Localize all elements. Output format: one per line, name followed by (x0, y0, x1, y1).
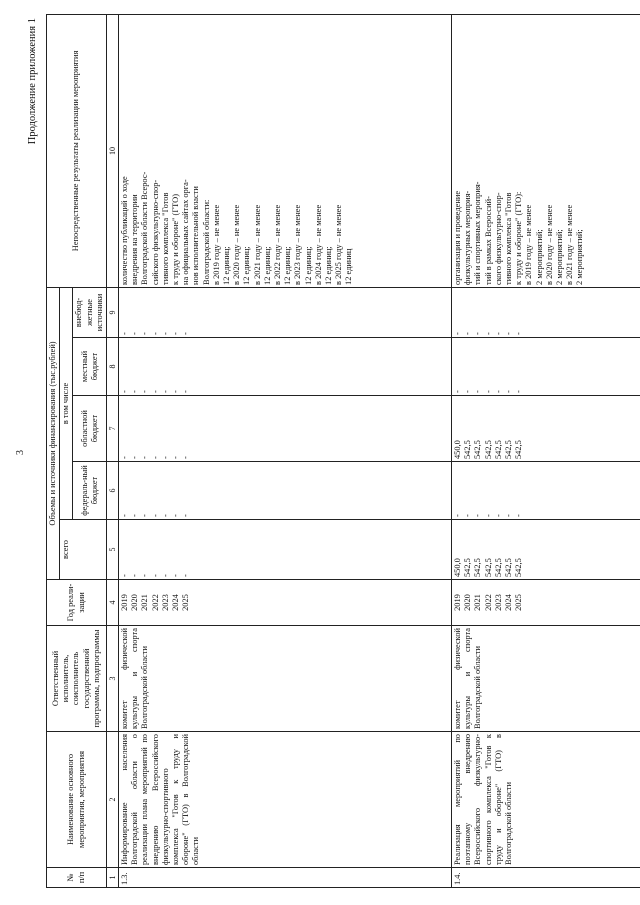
result-line: в 2023 году – не менее (293, 204, 303, 285)
year-value: 2019 (453, 594, 463, 611)
total-value: - (150, 574, 160, 577)
column-number: 7 (107, 396, 119, 462)
total-value: - (130, 574, 140, 577)
result-line: физкультурных мероприя- (463, 190, 473, 285)
result-line: в 2020 году – не менее (232, 204, 242, 285)
row-number: 1.4. (452, 868, 640, 888)
result-line: 2 мероприятий; (555, 229, 565, 285)
regional-value: - (130, 456, 140, 459)
local-value-cell (119, 338, 452, 396)
event-name: Информирование населения Волгоградской области о реализации плана мероприятий по внедрению Всероссийского физкультурно-спортивного комплекса "Готов к труду и обороне" (ГТО) в Волгоградской области (119, 732, 452, 868)
column-number: 1 (107, 868, 119, 888)
federal-value: - (171, 514, 181, 517)
federal-value-cell (119, 462, 452, 520)
header-responsible: Ответственный исполнитель, соисполнитель государственной программы, подпрограммы (47, 626, 107, 732)
responsible-executor: комитет физической культуры и спорта Волгоградской области (452, 626, 640, 732)
result-line: Волгоградской области: (201, 199, 211, 285)
result-line: 12 единиц; (242, 246, 252, 285)
extra-value-cell (452, 287, 640, 337)
total-value: 542,5 (514, 558, 524, 577)
program-table (46, 14, 640, 888)
header-local: местный бюджет (73, 338, 107, 396)
result-line: в 2025 году – не менее (334, 204, 344, 285)
header-total: всего (60, 520, 107, 580)
result-line: 12 единиц; (283, 246, 293, 285)
header-financing: Объемы и источники финансирования (тыс.рублей) (47, 287, 60, 579)
extra-value: - (493, 332, 503, 335)
federal-value-cell (452, 462, 640, 520)
total-value: 450,0 (453, 558, 463, 577)
result-line: к труду и обороне" (ГТО) (171, 193, 181, 285)
total-value: - (160, 574, 170, 577)
local-value: - (171, 390, 181, 393)
local-value: - (150, 390, 160, 393)
federal-value: - (463, 514, 473, 517)
result-line: в 2024 году – не менее (313, 204, 323, 285)
year-value: 2024 (171, 594, 181, 611)
total-value: 542,5 (493, 558, 503, 577)
result-line: к труду и обороне" (ГТО): (514, 191, 524, 285)
total-value: - (120, 574, 130, 577)
year-value: 2021 (473, 594, 483, 611)
result-line: в 2019 году – не менее (524, 204, 534, 285)
local-value: - (483, 390, 493, 393)
federal-value: - (130, 514, 140, 517)
local-value: - (473, 390, 483, 393)
header-including: в том числе (60, 287, 73, 519)
result-line: внедрения на территории (130, 194, 140, 285)
federal-value: - (181, 514, 191, 517)
column-number: 2 (107, 732, 119, 868)
federal-value: - (504, 514, 514, 517)
year-value: 2023 (493, 594, 503, 611)
header-extra: внебюд-жетные источники (73, 287, 107, 337)
local-value: - (181, 390, 191, 393)
federal-value: - (453, 514, 463, 517)
result-line: в 2020 году – не менее (544, 204, 554, 285)
year-value: 2020 (463, 594, 473, 611)
federal-value: - (514, 514, 524, 517)
regional-value: - (120, 456, 130, 459)
regional-value: 542,5 (504, 440, 514, 459)
regional-value: 542,5 (483, 440, 493, 459)
table-row (119, 14, 452, 887)
year-value: 2025 (181, 594, 191, 611)
extra-value: - (130, 332, 140, 335)
federal-value: - (493, 514, 503, 517)
federal-value: - (150, 514, 160, 517)
column-number: 6 (107, 462, 119, 520)
column-number: 3 (107, 626, 119, 732)
regional-value: 542,5 (514, 440, 524, 459)
year-value-cell (119, 580, 452, 626)
result-line: 12 единиц; (303, 246, 313, 285)
result-line: 12 единиц; (262, 246, 272, 285)
result-line: 2 мероприятий; (534, 229, 544, 285)
result-line: количество публикаций о ходе (120, 176, 130, 285)
regional-value-cell (452, 396, 640, 462)
regional-value: - (140, 456, 150, 459)
federal-value: - (140, 514, 150, 517)
result-cell (452, 14, 640, 287)
year-value-cell (452, 580, 640, 626)
local-value: - (130, 390, 140, 393)
extra-value-cell (119, 287, 452, 337)
total-value: - (140, 574, 150, 577)
result-line: Волгоградской области Всерос- (140, 171, 150, 285)
total-value: 542,5 (504, 558, 514, 577)
total-value-cell (452, 520, 640, 580)
header-regional: областной бюджет (73, 396, 107, 462)
row-number: 1.3. (119, 868, 452, 888)
extra-value: - (514, 332, 524, 335)
extra-value: - (181, 332, 191, 335)
extra-value: - (483, 332, 493, 335)
column-number-row (107, 14, 119, 887)
column-number: 10 (107, 14, 119, 287)
regional-value: 542,5 (463, 440, 473, 459)
year-value: 2022 (483, 594, 493, 611)
result-line: в 2021 году – не менее (565, 204, 575, 285)
result-line: на официальных сайтах орга- (181, 179, 191, 285)
extra-value: - (140, 332, 150, 335)
total-value: - (181, 574, 191, 577)
header-result: Непосредственные результаты реализации мероприятия (47, 14, 107, 287)
result-line: 12 единиц (344, 248, 354, 285)
table-row (452, 14, 640, 887)
total-value: - (171, 574, 181, 577)
appendix-label: Продолжение приложения 1 (27, 18, 38, 145)
result-line: нов исполнительной власти (191, 186, 201, 285)
event-name: Реализация мероприятий по поэтапному внедрению Всероссийского физкультурно-спортивного комплекса "Готов к труду и обороне" (ГТО) в Волгоградской области (452, 732, 640, 868)
regional-value: 542,5 (473, 440, 483, 459)
total-value: 542,5 (463, 558, 473, 577)
extra-value: - (120, 332, 130, 335)
local-value: - (514, 390, 524, 393)
extra-value: - (504, 332, 514, 335)
year-value: 2021 (140, 594, 150, 611)
result-line: тивного комплекса "Готов (160, 192, 170, 285)
local-value: - (120, 390, 130, 393)
page-number: 3 (15, 450, 26, 455)
result-line: ского физкультурно-спор- (493, 192, 503, 285)
column-number: 8 (107, 338, 119, 396)
total-value: 542,5 (473, 558, 483, 577)
result-line: тий и спортивных мероприя- (473, 181, 483, 285)
extra-value: - (150, 332, 160, 335)
federal-value: - (120, 514, 130, 517)
federal-value: - (160, 514, 170, 517)
regional-value: 542,5 (493, 440, 503, 459)
result-line: 12 единиц; (222, 246, 232, 285)
year-value: 2025 (514, 594, 524, 611)
local-value: - (160, 390, 170, 393)
regional-value: 450,0 (453, 440, 463, 459)
local-value: - (453, 390, 463, 393)
extra-value: - (463, 332, 473, 335)
local-value: - (493, 390, 503, 393)
regional-value: - (150, 456, 160, 459)
result-line: 2 мероприятий; (575, 229, 585, 285)
year-value: 2022 (150, 594, 160, 611)
regional-value: - (171, 456, 181, 459)
local-value: - (140, 390, 150, 393)
result-line: в 2021 году – не менее (252, 204, 262, 285)
year-value: 2023 (160, 594, 170, 611)
total-value: 542,5 (483, 558, 493, 577)
header-year: Год реали-зации (47, 580, 107, 626)
result-line: тивного комплекса "Готов (504, 192, 514, 285)
result-line: в 2019 году – не менее (211, 204, 221, 285)
extra-value: - (160, 332, 170, 335)
result-line: сийского физкультурно-спор- (150, 179, 160, 285)
local-value: - (463, 390, 473, 393)
extra-value: - (171, 332, 181, 335)
column-number: 5 (107, 520, 119, 580)
column-number: 9 (107, 287, 119, 337)
result-line: 12 единиц; (324, 246, 334, 285)
responsible-executor: комитет физической культуры и спорта Волгоградской области (119, 626, 452, 732)
federal-value: - (473, 514, 483, 517)
year-value: 2024 (504, 594, 514, 611)
header-num: № п/п (47, 868, 107, 888)
header-federal: федераль-ный бюджет (73, 462, 107, 520)
extra-value: - (453, 332, 463, 335)
year-value: 2019 (120, 594, 130, 611)
result-line: организация и проведение (453, 190, 463, 285)
result-line: тий в рамках Всероссий- (483, 196, 493, 285)
regional-value: - (181, 456, 191, 459)
regional-value-cell (119, 396, 452, 462)
year-value: 2020 (130, 594, 140, 611)
local-value-cell (452, 338, 640, 396)
column-number: 4 (107, 580, 119, 626)
regional-value: - (160, 456, 170, 459)
extra-value: - (473, 332, 483, 335)
total-value-cell (119, 520, 452, 580)
federal-value: - (483, 514, 493, 517)
header-name: Наименование основного мероприятия, мероприятия (47, 732, 107, 868)
result-cell (119, 14, 452, 287)
result-line: в 2022 году – не менее (273, 204, 283, 285)
local-value: - (504, 390, 514, 393)
